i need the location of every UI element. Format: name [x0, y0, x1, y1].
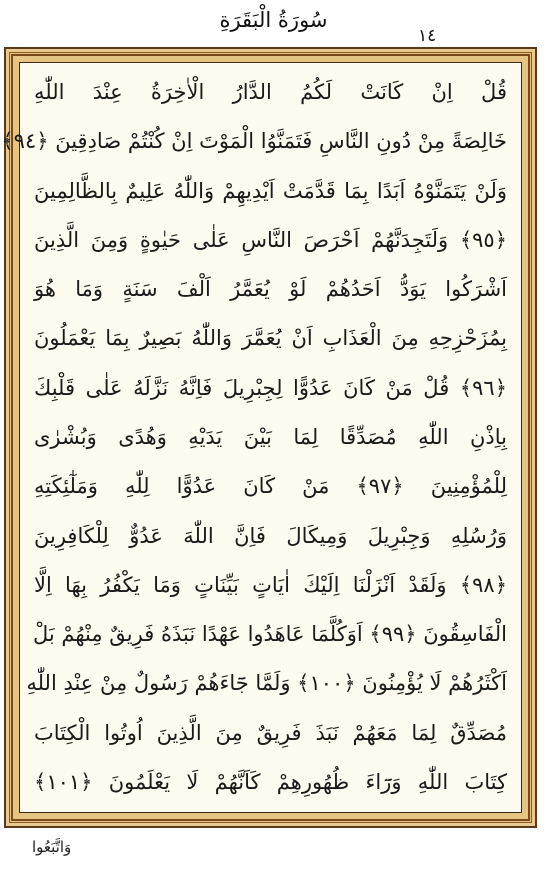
verse-line-10: وَرُسُلِهِ وَجِبْرِيلَ وَمِيكَالَ فَاِنَّ اللّٰهَ عَدُوٌّ لِلْكَافِرِينَ [34, 523, 507, 548]
verse-lines [1, 71, 507, 804]
verse-line-9: لِلْمُؤْمِنِينَ ﴿٩٧﴾ مَنْ كَانَ عَدُوًّا لِلّٰهِ وَمَلٰٓئِكَتِهِ [34, 474, 507, 499]
verse-line-4: ﴿٩٥﴾ وَلَتَجِدَنَّهُمْ اَحْرَصَ النَّاسِ عَلٰى حَيٰوةٍ وَمِنَ الَّذِينَ [34, 227, 507, 252]
catchword: وَاتَّبَعُوا [32, 838, 72, 856]
verse-line-11: ﴿٩٨﴾ وَلَقَدْ اَنْزَلْنَا اِلَيْكَ اٰيَاتٍ بَيِّنَاتٍ وَمَا يَكْفُرُ بِهَا اِلَّا [34, 572, 507, 597]
text-panel [1, 62, 522, 813]
verse-line-6: بِمُزَحْزِحِهِ مِنَ الْعَذَابِ اَنْ يُعَمَّرَ وَاللّٰهُ بَصِيرٌ بِمَا يَعْمَلُونَ [34, 326, 507, 351]
verse-line-13: اَكْثَرُهُمْ لَا يُؤْمِنُونَ ﴿١٠٠﴾ وَلَمَّا جَٓاءَهُمْ رَسُولٌ مِنْ عِنْدِ اللّٰهِ [26, 671, 507, 696]
surah-title: سُورَةُ الْبَقَرَةِ [219, 8, 328, 32]
verse-line-2: خَالِصَةً مِنْ دُونِ النَّاسِ فَتَمَنَّوُا الْمَوْتَ اِنْ كُنْتُمْ صَادِقِينَ ﴿٩٤﴾ [1, 129, 507, 154]
verse-line-14: مُصَدِّقٌ لِمَا مَعَهُمْ نَبَذَ فَرِيقٌ مِنَ الَّذِينَ اُوتُوا الْكِتَابَ [34, 720, 507, 745]
ornamental-frame [1, 47, 537, 828]
page-header [0, 0, 547, 52]
verse-line-15: كِتَابَ اللّٰهِ وَرَٓاءَ ظُهُورِهِمْ كَاَنَّهُمْ لَا يَعْلَمُونَ ﴿١٠١﴾ [34, 769, 507, 794]
verse-line-7: ﴿٩٦﴾ قُلْ مَنْ كَانَ عَدُوًّا لِجِبْرِيلَ فَاِنَّهُ نَزَّلَهُ عَلٰى قَلْبِكَ [34, 375, 507, 400]
verse-line-8: بِاِذْنِ اللّٰهِ مُصَدِّقًا لِمَا بَيْنَ يَدَيْهِ وَهُدًى وَبُشْرٰى [34, 424, 507, 449]
verse-line-3: وَلَنْ يَتَمَنَّوْهُ اَبَدًا بِمَا قَدَّمَتْ اَيْدِيهِمْ وَاللّٰهُ عَلِيمٌ بِالظَّالِمِينَ [34, 178, 507, 203]
verse-line-12: الْفَاسِقُونَ ﴿٩٩﴾ اَوَكُلَّمَا عَاهَدُوا عَهْدًا نَبَذَهُ فَرِيقٌ مِنْهُمْ بَلْ [32, 622, 507, 647]
page-number: ١٤ [418, 26, 437, 46]
verse-line-1: قُلْ اِنْ كَانَتْ لَكُمُ الدَّارُ الْاٰخِرَةُ عِنْدَ اللّٰهِ [34, 80, 507, 104]
verse-line-5: اَشْرَكُوا يَوَدُّ اَحَدُهُمْ لَوْ يُعَمَّرُ اَلْفَ سَنَةٍ وَمَا هُوَ [34, 277, 507, 302]
